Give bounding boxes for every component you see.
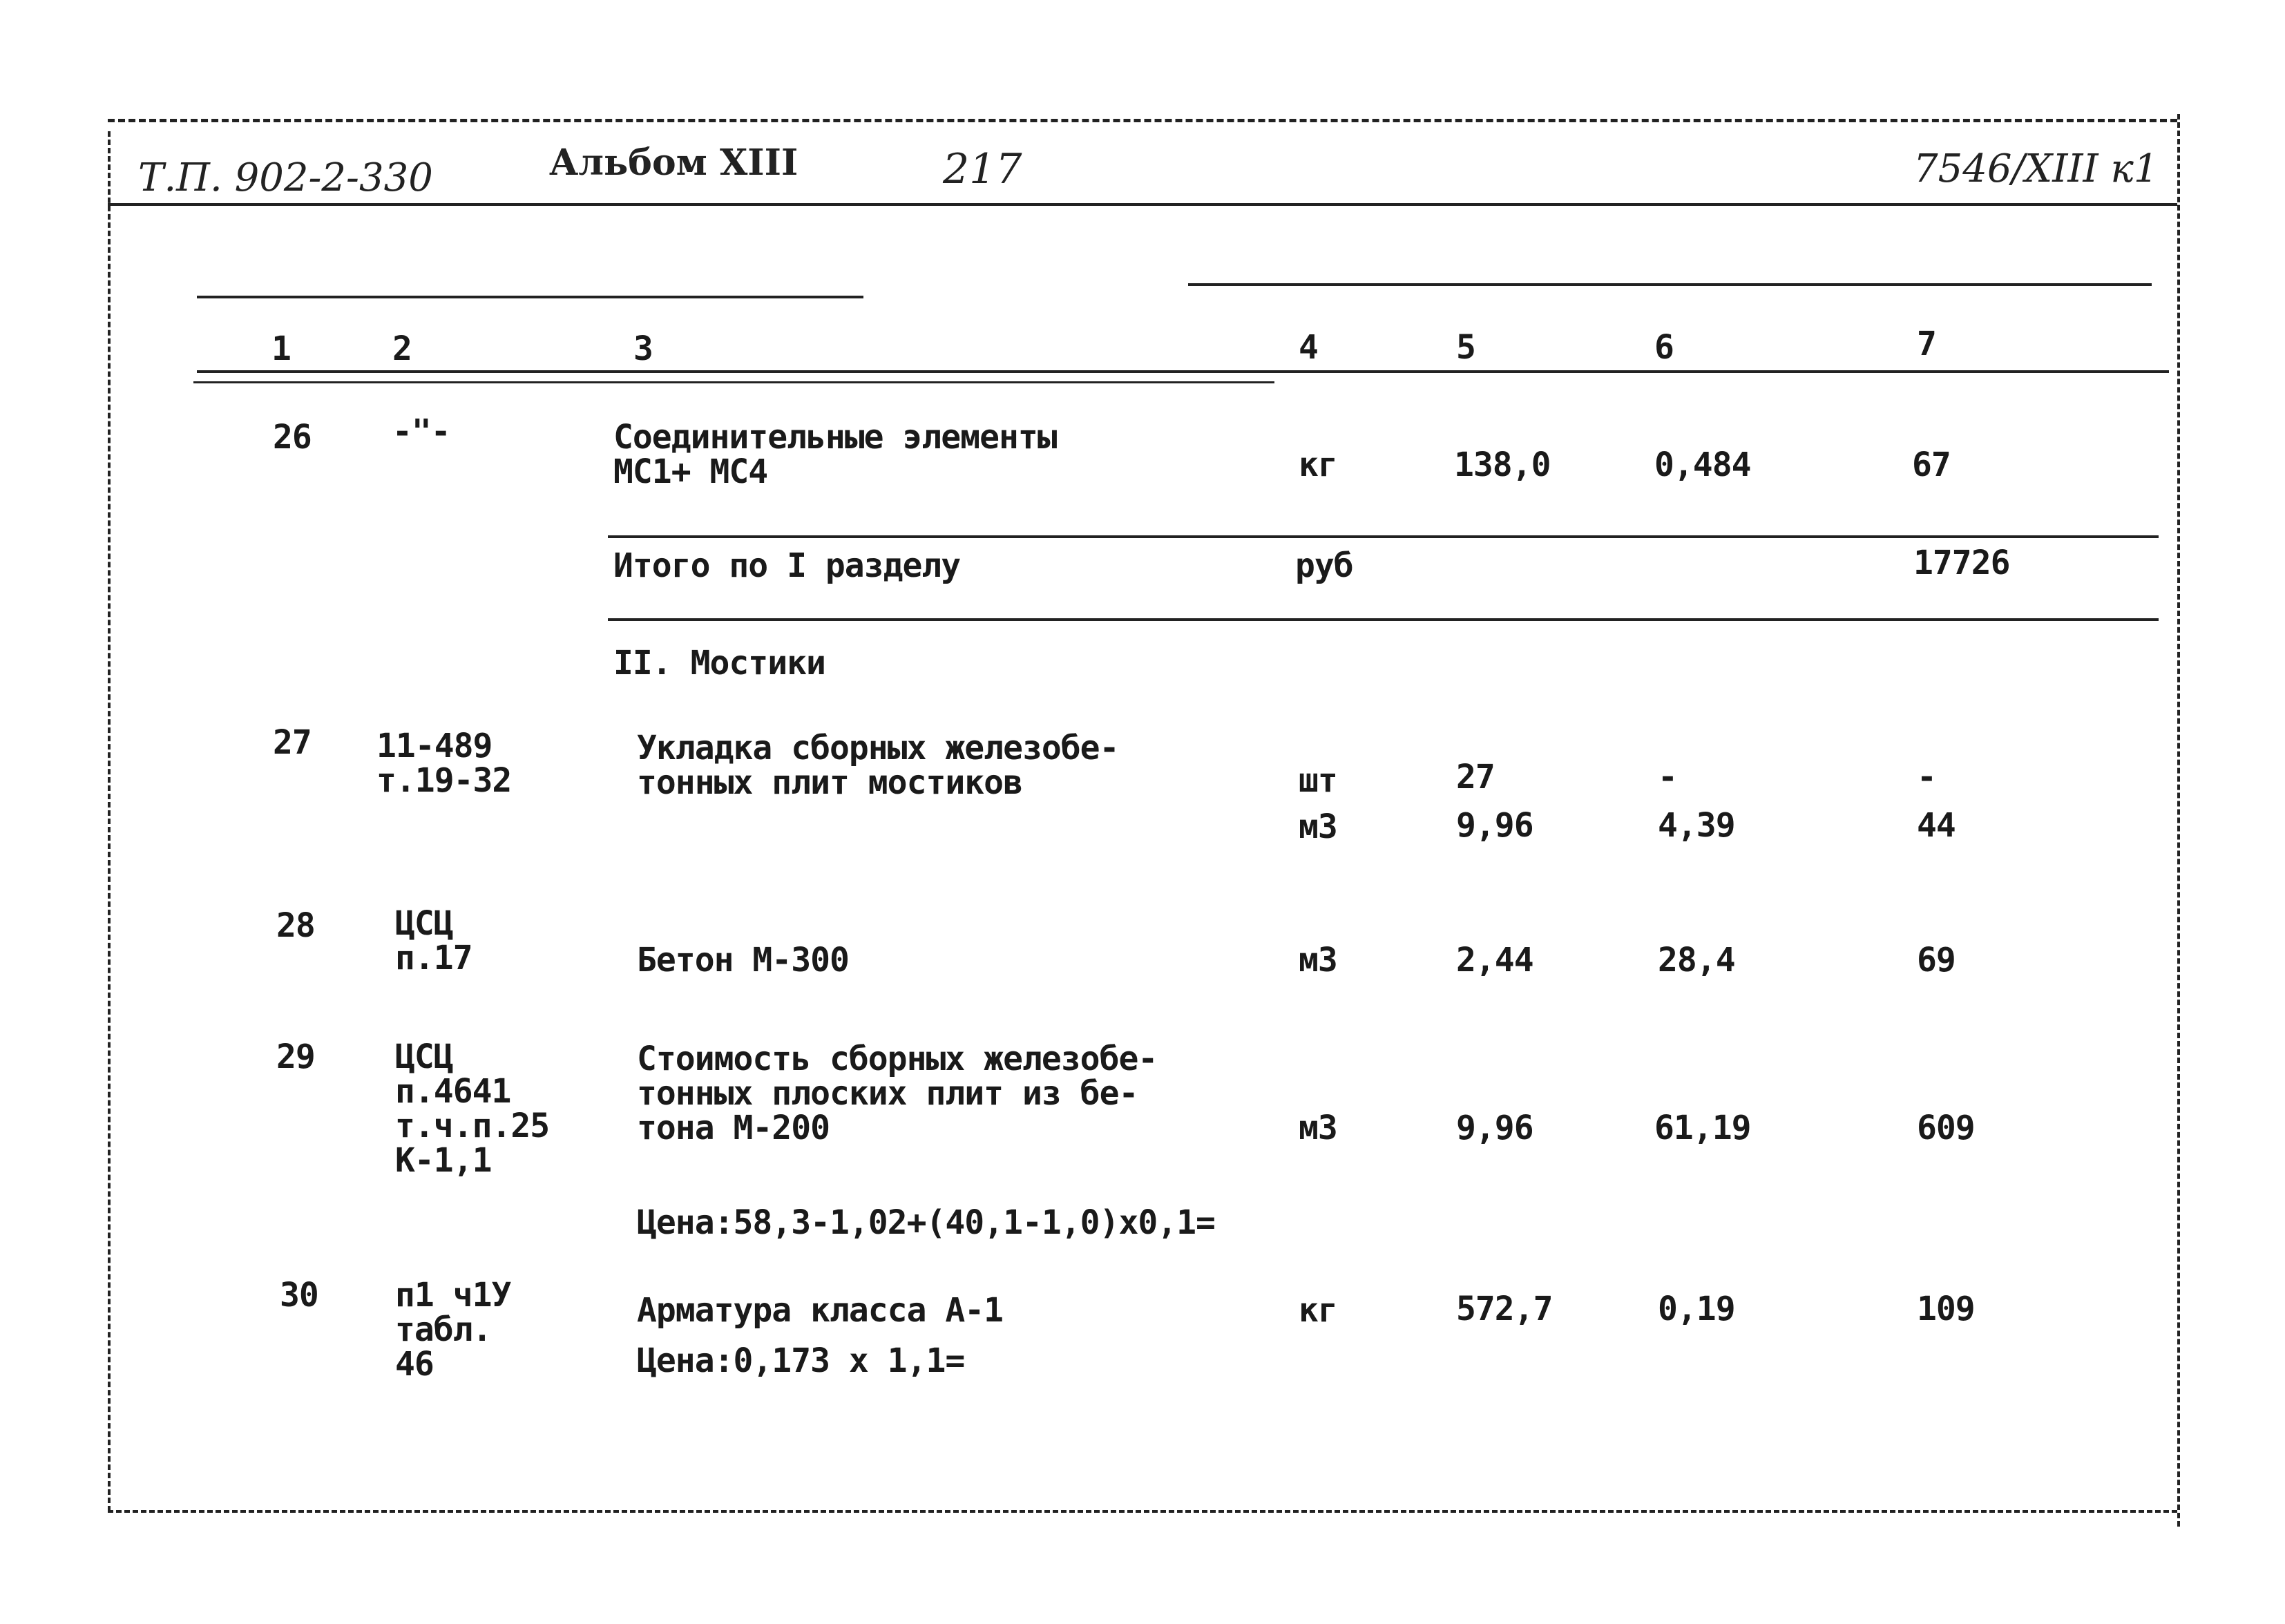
row-30-reference: п1 ч1У табл. 46 bbox=[395, 1276, 511, 1384]
subtotal-bottom-rule bbox=[608, 618, 2159, 621]
row-27-unit: шт bbox=[1299, 761, 1337, 800]
page-number: 217 bbox=[943, 145, 1022, 193]
subtotal-cost: 17726 bbox=[1913, 544, 2010, 582]
doc-code: Т.П. 902-2-330 bbox=[138, 155, 433, 200]
subtotal-label: Итого по I разделу bbox=[613, 546, 961, 585]
frame-header-divider bbox=[108, 203, 2177, 206]
row-26-cost: 67 bbox=[1912, 446, 1951, 484]
row-30-cost: 109 bbox=[1917, 1290, 1975, 1328]
section-heading: II. Мостики bbox=[613, 644, 825, 682]
row-29-unit: м3 bbox=[1299, 1109, 1337, 1147]
row-28-reference: ЦСЦ п.17 bbox=[395, 904, 472, 977]
row-29-reference: ЦСЦ п.4641 т.ч.п.25 К-1,1 bbox=[395, 1038, 550, 1180]
row-27-reference: 11-489 т.19-32 bbox=[376, 727, 512, 800]
row-27-name: Укладка сборных железобе- тонных плит мостиков bbox=[637, 729, 1119, 802]
row-28-cost: 69 bbox=[1917, 941, 1956, 980]
row-27-quantity-2: 9,96 bbox=[1456, 806, 1533, 845]
row-28-name: Бетон М-300 bbox=[637, 941, 849, 980]
table-top-rule-left bbox=[197, 296, 863, 298]
archive-number: 7546/XIII к1 bbox=[1913, 146, 2159, 191]
row-29-quantity: 9,96 bbox=[1456, 1109, 1533, 1147]
column-header-7: 7 bbox=[1917, 325, 1936, 363]
row-29-cost: 609 bbox=[1917, 1109, 1975, 1147]
row-29-unit-price: 61,19 bbox=[1654, 1109, 1751, 1147]
column-header-4: 4 bbox=[1299, 328, 1318, 367]
column-header-6: 6 bbox=[1654, 328, 1674, 367]
row-30-unit: кг bbox=[1299, 1291, 1337, 1330]
row-27-quantity: 27 bbox=[1456, 758, 1495, 796]
subtotal-unit: руб bbox=[1295, 546, 1353, 585]
row-28-number: 28 bbox=[276, 906, 315, 945]
row-26-number: 26 bbox=[273, 418, 312, 457]
frame-bottom-border bbox=[108, 1510, 2177, 1513]
row-26-unit: кг bbox=[1299, 446, 1337, 484]
table-top-rule-right bbox=[1188, 283, 2152, 286]
frame-top-border bbox=[108, 119, 2177, 122]
row-27-unit-price-2: 4,39 bbox=[1658, 806, 1735, 845]
table-header-rule bbox=[197, 370, 2169, 373]
row-27-number: 27 bbox=[273, 723, 312, 762]
row-28-quantity: 2,44 bbox=[1456, 941, 1533, 980]
row-30-number: 30 bbox=[280, 1276, 318, 1315]
row-27-cost-2: 44 bbox=[1917, 806, 1956, 845]
row-26-name: Соединительные элементы МС1+ МС4 bbox=[613, 418, 1057, 491]
subtotal-top-rule bbox=[608, 535, 2159, 538]
row-26-quantity: 138,0 bbox=[1454, 446, 1551, 484]
column-header-2: 2 bbox=[392, 329, 412, 368]
row-30-quantity: 572,7 bbox=[1456, 1290, 1553, 1328]
row-28-unit-price: 28,4 bbox=[1658, 941, 1735, 980]
row-27-unit-2: м3 bbox=[1299, 808, 1337, 846]
row-28-unit: м3 bbox=[1299, 941, 1337, 980]
row-30-name: Арматура класса А-1 bbox=[637, 1291, 1004, 1330]
row-26-unit-price: 0,484 bbox=[1654, 446, 1751, 484]
row-26-reference: -"- bbox=[392, 412, 450, 451]
table-header-subrule bbox=[193, 381, 1274, 383]
column-header-5: 5 bbox=[1456, 328, 1475, 367]
album-label: Альбом XIII bbox=[549, 142, 799, 184]
column-header-3: 3 bbox=[633, 329, 653, 368]
row-30-unit-price: 0,19 bbox=[1658, 1290, 1735, 1328]
frame-right-border bbox=[2177, 114, 2180, 1527]
row-27-unit-price: - bbox=[1658, 758, 1677, 796]
frame-left-border bbox=[108, 131, 111, 1511]
row-27-cost: - bbox=[1917, 758, 1936, 796]
row-29-number: 29 bbox=[276, 1038, 315, 1076]
row-30-price-note: Цена:0,173 х 1,1= bbox=[637, 1341, 965, 1380]
column-header-1: 1 bbox=[271, 329, 291, 368]
row-29-price-note: Цена:58,3-1,02+(40,1-1,0)х0,1= bbox=[637, 1203, 1215, 1242]
row-29-name: Стоимость сборных железобе- тонных плоских плит из бе- тона М-200 bbox=[637, 1040, 1158, 1147]
